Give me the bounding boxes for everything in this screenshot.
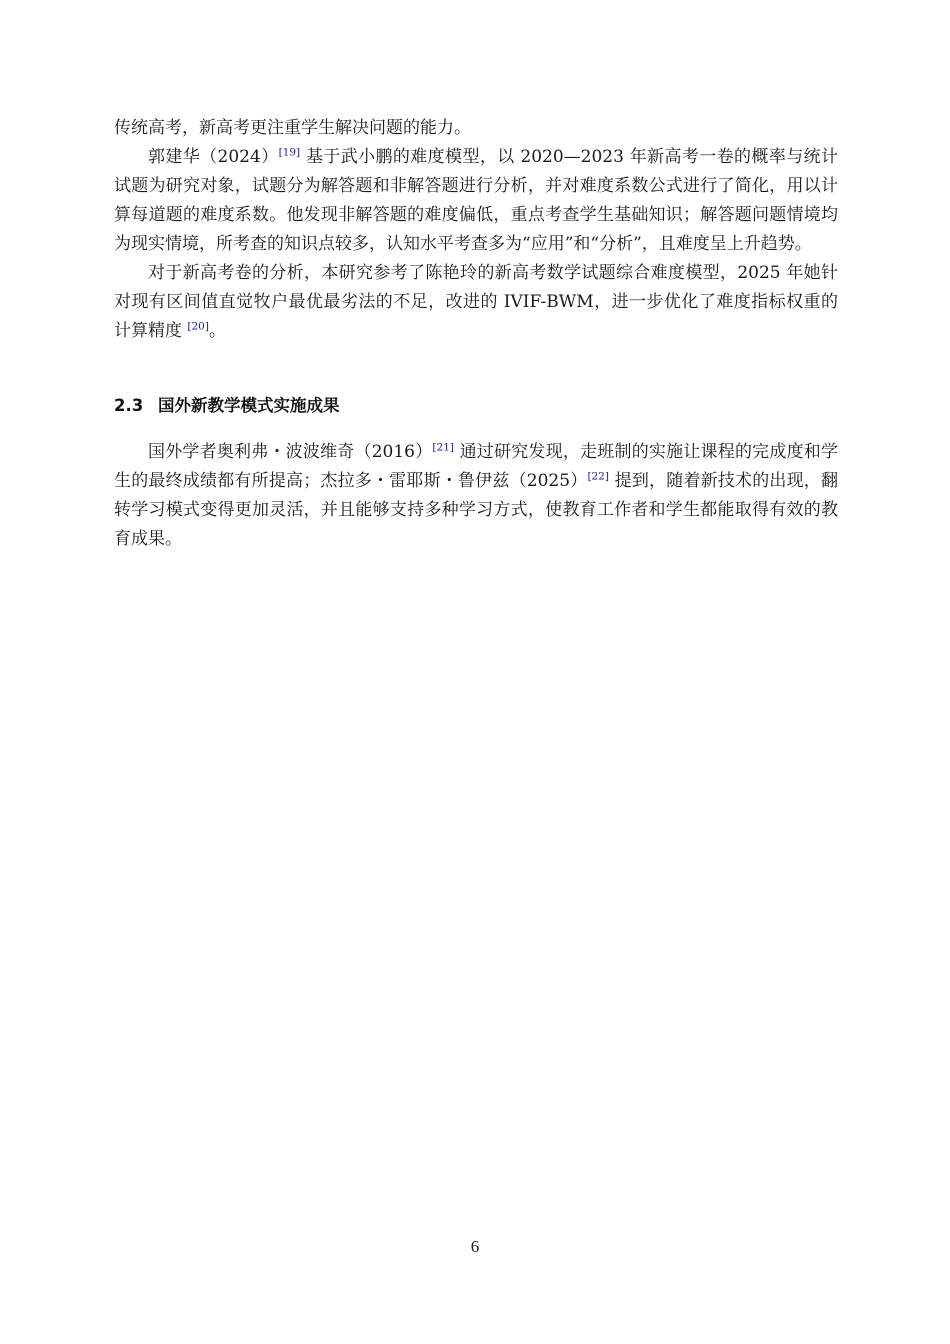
paragraph-text: 国外学者奥利弗・波波维奇（2016） — [148, 442, 433, 462]
paragraph-continuation — [114, 114, 838, 143]
paragraph-text: 郭建华（2024） — [148, 147, 279, 167]
paragraph-text: 传统高考，新高考更注重学生解决问题的能力。 — [114, 118, 471, 138]
paragraph-foreign-teaching — [114, 438, 838, 554]
spacer — [114, 346, 838, 394]
page-number: 6 — [470, 1237, 480, 1256]
paragraph-text: 基于武小鹏的难度模型，以 2020—2023 年新高考一卷的概率与统计试题为研究对象，试题分为解答题和非解答题进行分析，并对难度系数公式进行了简化，用以计算每道题的难度系数。他发现非解答题的难度偏低，重点考查学生基础知识；解答题问题情境均为现实情境，所考查的知识点较多，认知水平考查多为“应用”和“分析”，且难度呈上升趋势。 — [114, 147, 838, 254]
section-heading — [114, 394, 838, 418]
citation-22[interactable]: [22] — [587, 470, 610, 483]
spacer — [114, 418, 838, 438]
paragraph-text: 对于新高考卷的分析，本研究参考了陈艳玲的新高考数学试题综合难度模型，2025 年她针对现有区间值直觉牧户最优最劣法的不足，改进的 IVIF-BWM，进一步优化了难度指标权重的计算精度 — [114, 263, 838, 341]
paragraph-text: 。 — [208, 321, 226, 341]
section-title: 国外新教学模式实施成果 — [158, 396, 340, 415]
section-number: 2.3 — [114, 396, 144, 415]
paragraph-guo-jianhua — [114, 143, 838, 259]
document-page — [114, 114, 838, 554]
paragraph-text: 通过研究发现，走班制的实施让课程的完成度和学生的最终成绩都有所提高；杰拉多・雷耶斯・鲁伊兹（2025） — [114, 442, 839, 491]
paragraph-new-gaokao-analysis — [114, 259, 838, 346]
citation-20[interactable]: [20] — [187, 320, 209, 333]
citation-21[interactable]: [21] — [432, 441, 454, 454]
paragraph-text: 提到，随着新技术的出现，翻转学习模式变得更加灵活，并且能够支持多种学习方式，使教育工作者和学生都能取得有效的教育成果。 — [114, 471, 839, 549]
citation-19[interactable]: [19] — [278, 146, 301, 159]
